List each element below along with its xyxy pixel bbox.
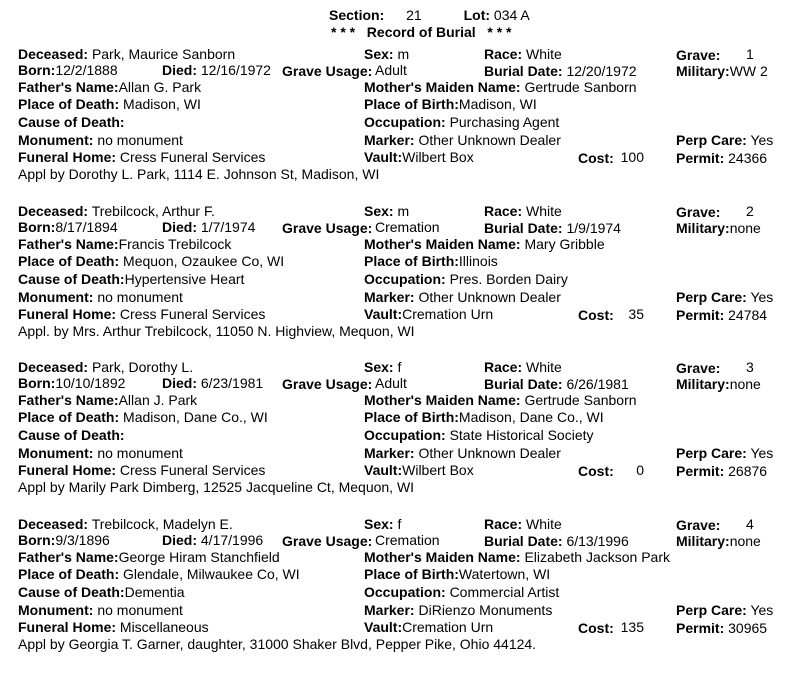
race-value: White <box>526 46 562 62</box>
deceased-label: Deceased: <box>18 46 89 62</box>
occupation-label: Occupation: <box>364 114 446 130</box>
born-label: Born: <box>18 532 56 548</box>
occupation-value: State Historical Society <box>449 427 594 443</box>
burial-date-value: 12/20/1972 <box>566 63 637 79</box>
sex-label: Sex: <box>364 46 394 62</box>
sex-label: Sex: <box>364 203 394 219</box>
sex-label: Sex: <box>364 516 394 532</box>
funeral-home-label: Funeral Home: <box>18 306 117 322</box>
monument-value: no monument <box>97 289 183 305</box>
grave-value: 4 <box>746 516 754 532</box>
funeral-home-value: Cress Funeral Services <box>119 306 266 322</box>
father-value: Francis Trebilcock <box>118 236 232 252</box>
lot-value: 034 A <box>493 7 530 23</box>
born-value: 10/10/1892 <box>55 375 126 391</box>
vault-value: Wilbert Box <box>402 462 474 478</box>
cost-value: 135 <box>620 619 644 635</box>
mother-label: Mother's Maiden Name: <box>364 549 521 565</box>
military-value: WW 2 <box>729 63 768 79</box>
grave-value: 1 <box>746 46 754 62</box>
born-label: Born: <box>18 219 56 235</box>
father-value: Allan J. Park <box>118 392 198 408</box>
died-value: 4/17/1996 <box>200 532 264 548</box>
race-label: Race: <box>484 46 523 62</box>
race-value: White <box>526 516 562 532</box>
applicant-line: Appl by Georgia T. Garner, daughter, 31000 Shaker Blvd, Pepper Pike, Ohio 44124. <box>18 636 537 652</box>
applicant-line: Appl by Marily Park Dimberg, 12525 Jacqueline Ct, Mequon, WI <box>18 479 415 495</box>
cost-value: 100 <box>620 149 644 165</box>
permit-value: 24784 <box>728 307 768 323</box>
died-value: 12/16/1972 <box>200 62 271 78</box>
sex-value: m <box>397 203 410 219</box>
died-value: 1/7/1974 <box>200 219 256 235</box>
grave-usage-value: Cremation <box>375 219 440 235</box>
military-value: none <box>729 376 761 392</box>
grave-usage-label: Grave Usage: <box>282 376 373 392</box>
record-title: * * * Record of Burial * * * <box>331 24 512 40</box>
place-of-death-label: Place of Death: <box>18 96 120 112</box>
permit-value: 30965 <box>728 620 768 636</box>
cause-of-death-label: Cause of Death: <box>18 114 125 130</box>
deceased-label: Deceased: <box>18 516 89 532</box>
marker-label: Marker: <box>364 602 415 618</box>
grave-label: Grave: <box>676 204 721 220</box>
cost-label: Cost: <box>578 150 614 166</box>
grave-usage-label: Grave Usage: <box>282 220 373 236</box>
mother-value: Mary Gribble <box>524 236 605 252</box>
monument-label: Monument: <box>18 289 94 305</box>
monument-value: no monument <box>97 602 183 618</box>
place-of-death-value: Madison, Dane Co., WI <box>123 409 268 425</box>
deceased-label: Deceased: <box>18 203 89 219</box>
burial-date-label: Burial Date: <box>484 63 563 79</box>
burial-date-label: Burial Date: <box>484 220 563 236</box>
race-value: White <box>526 359 562 375</box>
burial-date-value: 6/13/1996 <box>566 533 629 549</box>
died-label: Died: <box>162 375 197 391</box>
cost-label: Cost: <box>578 620 614 636</box>
race-value: White <box>526 203 562 219</box>
burial-record <box>0 359 800 534</box>
place-of-death-value: Madison, WI <box>123 96 201 112</box>
place-of-birth-label: Place of Birth: <box>364 566 459 582</box>
permit-label: Permit: <box>676 150 725 166</box>
deceased-label: Deceased: <box>18 359 89 375</box>
marker-value: DiRienzo Monuments <box>418 602 553 618</box>
place-of-birth-value: Illinois <box>458 253 498 269</box>
grave-usage-value: Cremation <box>375 532 440 548</box>
perp-care-value: Yes <box>750 602 774 618</box>
father-value: Allan G. Park <box>118 79 202 95</box>
mother-label: Mother's Maiden Name: <box>364 236 521 252</box>
vault-value: Wilbert Box <box>402 149 474 165</box>
place-of-birth-value: Madison, WI <box>458 96 537 112</box>
place-of-death-label: Place of Death: <box>18 566 120 582</box>
vault-label: Vault: <box>364 619 403 635</box>
grave-label: Grave: <box>676 517 721 533</box>
marker-value: Other Unknown Dealer <box>418 289 561 305</box>
monument-value: no monument <box>97 445 183 461</box>
monument-value: no monument <box>97 132 183 148</box>
vault-value: Cremation Urn <box>402 619 494 635</box>
race-label: Race: <box>484 203 523 219</box>
applicant-line: Appl. by Mrs. Arthur Trebilcock, 11050 N. Highview, Mequon, WI <box>18 323 415 339</box>
permit-label: Permit: <box>676 620 725 636</box>
funeral-home-label: Funeral Home: <box>18 462 117 478</box>
died-label: Died: <box>162 219 197 235</box>
grave-usage-label: Grave Usage: <box>282 533 373 549</box>
occupation-label: Occupation: <box>364 427 446 443</box>
burial-date-label: Burial Date: <box>484 533 563 549</box>
place-of-birth-value: Watertown, WI <box>458 566 551 582</box>
grave-value: 3 <box>746 359 754 375</box>
grave-value: 2 <box>746 203 754 219</box>
section-value: 21 <box>406 7 422 23</box>
occupation-label: Occupation: <box>364 584 446 600</box>
burial-date-label: Burial Date: <box>484 376 563 392</box>
permit-label: Permit: <box>676 463 725 479</box>
occupation-value: Pres. Borden Dairy <box>449 271 568 287</box>
cause-of-death-label: Cause of Death: <box>18 584 125 600</box>
cost-value: 35 <box>628 306 644 322</box>
funeral-home-value: Cress Funeral Services <box>119 462 266 478</box>
born-value: 8/17/1894 <box>55 219 118 235</box>
cause-of-death-value: Dementia <box>124 584 185 600</box>
occupation-value: Commercial Artist <box>449 584 560 600</box>
burial-date-value: 6/26/1981 <box>566 376 629 392</box>
military-value: none <box>729 533 761 549</box>
place-of-birth-value: Madison, Dane Co., WI <box>458 409 604 425</box>
sex-value: m <box>397 46 410 62</box>
funeral-home-value: Cress Funeral Services <box>119 149 266 165</box>
military-label: Military: <box>676 533 730 549</box>
permit-value: 24366 <box>728 150 768 166</box>
place-of-birth-label: Place of Birth: <box>364 96 459 112</box>
place-of-death-label: Place of Death: <box>18 409 120 425</box>
occupation-label: Occupation: <box>364 271 446 287</box>
vault-label: Vault: <box>364 462 403 478</box>
perp-care-label: Perp Care: <box>676 602 747 618</box>
vault-label: Vault: <box>364 149 403 165</box>
mother-label: Mother's Maiden Name: <box>364 79 521 95</box>
died-label: Died: <box>162 62 197 78</box>
perp-care-value: Yes <box>750 445 774 461</box>
military-value: none <box>729 220 761 236</box>
section-line <box>329 7 530 23</box>
born-value: 9/3/1896 <box>55 532 110 548</box>
born-label: Born: <box>18 62 56 78</box>
marker-value: Other Unknown Dealer <box>418 445 561 461</box>
applicant-line: Appl by Dorothy L. Park, 1114 E. Johnson St, Madison, WI <box>18 166 380 182</box>
sex-label: Sex: <box>364 359 394 375</box>
perp-care-label: Perp Care: <box>676 445 747 461</box>
cost-label: Cost: <box>578 463 614 479</box>
lot-label: Lot: <box>463 7 491 23</box>
perp-care-label: Perp Care: <box>676 132 747 148</box>
mother-value: Elizabeth Jackson Park <box>524 549 670 565</box>
father-value: George Hiram Stanchfield <box>118 549 280 565</box>
died-label: Died: <box>162 532 197 548</box>
monument-label: Monument: <box>18 445 94 461</box>
father-label: Father's Name: <box>18 549 119 565</box>
burial-record <box>0 203 800 378</box>
marker-value: Other Unknown Dealer <box>418 132 561 148</box>
permit-label: Permit: <box>676 307 725 323</box>
marker-label: Marker: <box>364 289 415 305</box>
sex-value: f <box>397 359 402 375</box>
mother-value: Gertrude Sanborn <box>524 79 637 95</box>
cause-of-death-label: Cause of Death: <box>18 427 125 443</box>
sex-value: f <box>397 516 402 532</box>
marker-label: Marker: <box>364 132 415 148</box>
cost-value: 0 <box>636 462 644 478</box>
grave-label: Grave: <box>676 360 721 376</box>
grave-usage-value: Adult <box>375 375 407 391</box>
section-label: Section: <box>329 7 385 23</box>
military-label: Military: <box>676 376 730 392</box>
perp-care-value: Yes <box>750 132 774 148</box>
place-of-death-value: Mequon, Ozaukee Co, WI <box>123 253 285 269</box>
deceased-name: Park, Dorothy L. <box>91 359 194 375</box>
race-label: Race: <box>484 516 523 532</box>
place-of-birth-label: Place of Birth: <box>364 253 459 269</box>
died-value: 6/23/1981 <box>200 375 264 391</box>
cause-of-death-value: Hypertensive Heart <box>124 271 245 287</box>
military-label: Military: <box>676 220 730 236</box>
funeral-home-label: Funeral Home: <box>18 619 117 635</box>
grave-usage-label: Grave Usage: <box>282 63 373 79</box>
place-of-death-label: Place of Death: <box>18 253 120 269</box>
burial-date-value: 1/9/1974 <box>566 220 621 236</box>
place-of-death-value: Glendale, Milwaukee Co, WI <box>123 566 300 582</box>
funeral-home-value: Miscellaneous <box>119 619 209 635</box>
father-label: Father's Name: <box>18 236 119 252</box>
mother-value: Gertrude Sanborn <box>524 392 637 408</box>
perp-care-label: Perp Care: <box>676 289 747 305</box>
burial-record <box>0 516 800 691</box>
funeral-home-label: Funeral Home: <box>18 149 117 165</box>
father-label: Father's Name: <box>18 392 119 408</box>
deceased-name: Trebilcock, Madelyn E. <box>91 516 233 532</box>
vault-value: Cremation Urn <box>402 306 494 322</box>
grave-usage-value: Adult <box>375 62 407 78</box>
grave-label: Grave: <box>676 47 721 63</box>
cause-of-death-label: Cause of Death: <box>18 271 125 287</box>
cost-label: Cost: <box>578 307 614 323</box>
vault-label: Vault: <box>364 306 403 322</box>
born-value: 12/2/1888 <box>55 62 118 78</box>
father-label: Father's Name: <box>18 79 119 95</box>
place-of-birth-label: Place of Birth: <box>364 409 459 425</box>
monument-label: Monument: <box>18 132 94 148</box>
occupation-value: Purchasing Agent <box>449 114 560 130</box>
permit-value: 26876 <box>728 463 768 479</box>
mother-label: Mother's Maiden Name: <box>364 392 521 408</box>
deceased-name: Park, Maurice Sanborn <box>91 46 236 62</box>
military-label: Military: <box>676 63 730 79</box>
monument-label: Monument: <box>18 602 94 618</box>
perp-care-value: Yes <box>750 289 774 305</box>
born-label: Born: <box>18 375 56 391</box>
burial-record <box>0 46 800 221</box>
race-label: Race: <box>484 359 523 375</box>
marker-label: Marker: <box>364 445 415 461</box>
deceased-name: Trebilcock, Arthur F. <box>91 203 215 219</box>
